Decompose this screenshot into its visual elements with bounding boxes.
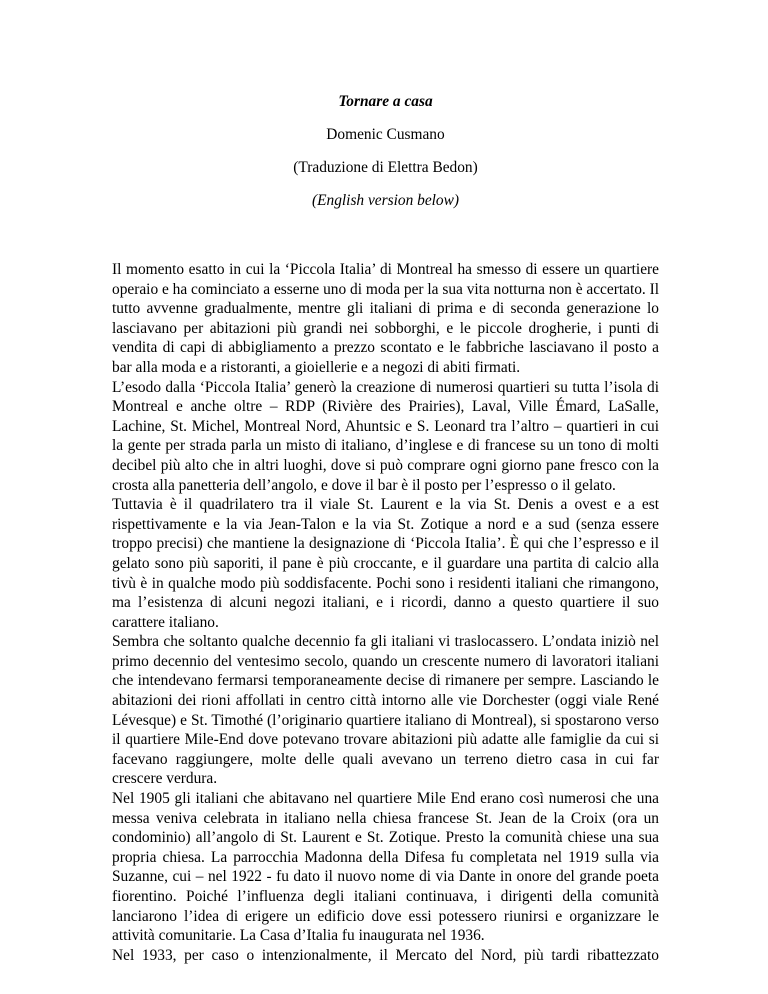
author-name: Domenic Cusmano <box>326 126 445 143</box>
english-version-note: (English version below) <box>311 192 460 209</box>
paragraph: Nel 1933, per caso o intenzionalmente, il Mercato del Nord, più tardi ribattezzato <box>112 946 659 964</box>
paragraph: L’esodo dalla ‘Piccola Italia’ generò la creazione di numerosi quartieri su tutta l’isola di Montreal e anche oltre – RDP (Rivière des Prairies), Laval, Ville Émard, LaSalle, Lachine, St. Michel, Montreal Nord, Ahuntsic e S. Leonard tra l’altro – quartieri in cui la gente per strada parla un misto di italiano, d’inglese e di francese su un tono di molti decibel più alto che in altri luoghi, dove si può comprare ogni giorno pane fresco con la crosta alla panetteria dell’angolo, e dove il bar è il posto per l’espresso o il gelato. <box>112 378 659 494</box>
paragraph: Sembra che soltanto qualche decennio fa gli italiani vi traslocassero. L’ondata iniziò nel primo decennio del ventesimo secolo, quando un crescente numero di lavoratori italiani che intendevano fermarsi temporaneamente decise di rimanere per sempre. Lasciando le abitazioni dei rioni affollati in centro città intorno alle vie Dorchester (oggi viale René Lévesque) e St. Timothé (l’originario quartiere italiano di Montreal), si spostarono verso il quartiere Mile-End dove potevano trovare abitazioni più adatte alle famiglie da cui si facevano raggiungere, molte delle quali avevano un terreno dietro casa in cui far crescere verdura. <box>112 633 659 788</box>
paragraph: Nel 1905 gli italiani che abitavano nel quartiere Mile End erano così numerosi che una messa veniva celebrata in italiano nella chiesa francese St. Jean de la Croix (ora un condominio) all’angolo di St. Laurent e St. Zotique. Presto la comunità chiese una sua propria chiesa. La parrocchia Madonna della Difesa fu completata nel 1919 sulla via Suzanne, cui – nel 1922 - fu dato il nuovo nome di via Dante in onore del grande poeta fiorentino. Poiché l’influenza degli italiani continuava, i dirigenti della comunità lanciarono l’idea di erigere un edificio dove essi potessero riunirsi e organizzare le attività comunitarie. La Casa d’Italia fu inaugurata nel 1936. <box>112 790 659 945</box>
document-title: Tornare a casa <box>338 93 433 110</box>
document-body <box>112 260 659 965</box>
translator-credit: (Traduzione di Elettra Bedon) <box>293 159 478 176</box>
paragraph: Tuttavia è il quadrilatero tra il viale St. Laurent e la via St. Denis a ovest e a est rispettivamente e la via Jean-Talon e la via St. Zotique a nord e a sud (senza essere troppo precisi) che mantiene la designazione di ‘Piccola Italia’. È qui che l’espresso e il gelato sono più saporiti, il pane è più croccante, e il guardare una partita di calcio alla tivù è in qualche modo più soddisfacente. Pochi sono i residenti italiani che rimangono, ma l’esistenza di alcuni negozi italiani, e i ricordi, danno a questo quartiere il suo carattere italiano. <box>112 496 659 631</box>
paragraph: Il momento esatto in cui la ‘Piccola Italia’ di Montreal ha smesso di essere un quartiere operaio e ha cominciato a esserne uno di moda per la sua vita notturna non è accertato. Il tutto avvenne gradualmente, mentre gli italiani di prima e di seconda generazione lo lasciavano per abitazioni più grandi nei sobborghi, e le piccole drogherie, i punti di vendita di capi di abbigliamento a prezzo scontato e le fabbriche lasciavano il posto a bar alla moda e a ristoranti, a gioiellerie e a negozi di abiti firmati. <box>112 261 660 376</box>
